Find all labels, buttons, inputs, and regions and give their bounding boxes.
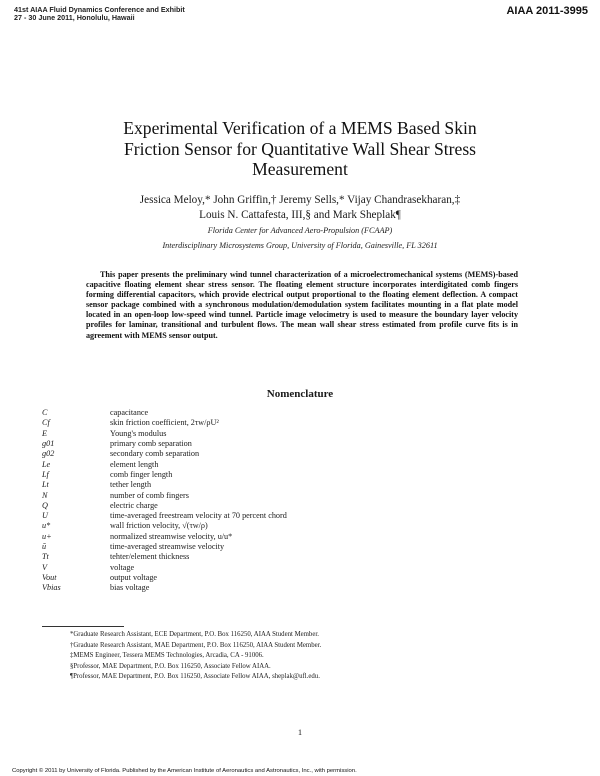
nomenclature-definition: tehter/element thickness	[110, 552, 190, 562]
paper-number: AIAA 2011-3995	[506, 5, 588, 17]
nomenclature-symbol: u*	[42, 521, 51, 531]
nomenclature-symbol: g01	[42, 438, 55, 448]
nomenclature-row	[42, 480, 522, 490]
author-line: Louis N. Cattafesta, III,§ and Mark Sheplak¶	[199, 209, 401, 221]
nomenclature-definition: comb finger length	[110, 469, 173, 479]
nomenclature-row	[42, 583, 522, 593]
nomenclature-symbol: Lt	[42, 480, 49, 490]
page-number: 1	[297, 727, 303, 737]
conference-header	[14, 6, 185, 23]
nomenclature-definition: primary comb separation	[110, 438, 192, 448]
nomenclature-row	[42, 491, 522, 501]
nomenclature-heading: Nomenclature	[266, 388, 334, 400]
nomenclature-symbol: g02	[42, 449, 55, 459]
footnote-rule	[42, 626, 124, 627]
footnotes	[70, 630, 530, 683]
footnote: ‡MEMS Engineer, Tessera MEMS Technologies, Arcadia, CA - 91006.	[70, 652, 264, 660]
nomenclature-row	[42, 511, 522, 521]
nomenclature-definition: capacitance	[110, 408, 149, 417]
footnote: †Graduate Research Assistant, MAE Department, P.O. Box 116250, AIAA Student Member.	[70, 641, 322, 649]
nomenclature-definition: skin friction coefficient, 2τw/ρU²	[110, 418, 219, 428]
nomenclature-symbol: C	[42, 408, 48, 417]
nomenclature-row	[42, 470, 522, 480]
nomenclature-definition: output voltage	[110, 573, 158, 582]
nomenclature-definition: normalized streamwise velocity, u/u*	[110, 531, 233, 541]
affiliation-center: Florida Center for Advanced Aero-Propulsion (FCAAP)	[207, 226, 393, 235]
nomenclature-symbol: Vbias	[42, 583, 61, 593]
nomenclature-definition: tether length	[110, 480, 152, 490]
nomenclature-symbol: U	[42, 511, 48, 521]
nomenclature-row	[42, 552, 522, 562]
nomenclature-row	[42, 573, 522, 583]
nomenclature-symbol: E	[42, 428, 48, 438]
nomenclature-definition: electric charge	[110, 500, 158, 510]
footnote: *Graduate Research Assistant, ECE Department, P.O. Box 116250, AIAA Student Member.	[70, 631, 319, 638]
nomenclature-symbol: Tt	[42, 552, 49, 562]
nomenclature-definition: voltage	[110, 562, 135, 572]
nomenclature-definition: bias voltage	[110, 583, 150, 593]
title-line: Friction Sensor for Quantitative Wall Shear Stress	[123, 138, 477, 159]
nomenclature-row	[42, 449, 522, 459]
nomenclature-row	[42, 542, 522, 552]
footnote: §Professor, MAE Department, P.O. Box 116250, Associate Fellow AIAA.	[70, 662, 271, 670]
nomenclature-row	[42, 439, 522, 449]
nomenclature-symbol: Q	[42, 500, 48, 510]
nomenclature-row	[42, 408, 522, 418]
author-list	[60, 193, 540, 223]
paper-title	[60, 118, 540, 180]
nomenclature-symbol: Vout	[42, 573, 57, 582]
conference-name: 41st AIAA Fluid Dynamics Conference and Exhibit	[14, 5, 185, 14]
nomenclature-definition: secondary comb separation	[110, 449, 200, 459]
nomenclature-row	[42, 429, 522, 439]
nomenclature-symbol: ū	[42, 542, 47, 552]
nomenclature-symbol: V	[42, 562, 48, 572]
nomenclature-definition: element length	[110, 459, 159, 469]
abstract: This paper presents the preliminary wind tunnel characterization of a microelectromechanical systems (MEMS)-based capacitive floating element shear stress sensor. The floating element structure incorporates interdigitated comb fingers forming differential capacitors, which provide electrical output proportional to the floating element deflection. A compact sensor package combined with a synchronous modulation/demodulation system facilitates mounting in a flat plate model located in an open-loop low-speed wind tunnel. Particle image velocimetry is used to measure the boundary layer velocity profiles for laminar, transitional and turbulent flows. The mean wall shear stress estimated from profile curve fits is in agreement with MEMS sensor output.	[86, 270, 518, 340]
nomenclature-row	[42, 501, 522, 511]
nomenclature-definition: Young's modulus	[110, 428, 167, 438]
conference-date-location: 27 - 30 June 2011, Honolulu, Hawaii	[14, 13, 135, 23]
nomenclature-symbol: N	[42, 490, 48, 500]
nomenclature-symbol: u+	[42, 531, 52, 541]
footnote: ¶Professor, MAE Department, P.O. Box 116250, Associate Fellow AIAA, sheplak@ufl.edu.	[70, 673, 320, 681]
nomenclature-row	[42, 521, 522, 531]
nomenclature-definition: time-averaged streamwise velocity	[110, 542, 225, 552]
affiliation-group: Interdisciplinary Microsystems Group, University of Florida, Gainesville, FL 32611	[162, 241, 438, 250]
title-line: Experimental Verification of a MEMS Based Skin	[123, 118, 477, 138]
copyright-notice: Copyright © 2011 by University of Florida. Published by the American Institute of Aeronautics and Astronautics, Inc., with permission.	[12, 768, 357, 774]
nomenclature-row	[42, 563, 522, 573]
nomenclature-definition: number of comb fingers	[110, 490, 189, 500]
nomenclature-definition: time-averaged freestream velocity at 70 percent chord	[110, 511, 287, 521]
nomenclature-row	[42, 418, 522, 428]
nomenclature-symbol: Le	[42, 459, 51, 469]
nomenclature-list	[42, 408, 522, 594]
nomenclature-row	[42, 532, 522, 542]
nomenclature-definition: wall friction velocity, √(τw/ρ)	[110, 521, 208, 531]
title-line: Measurement	[252, 159, 348, 179]
nomenclature-row	[42, 460, 522, 470]
author-line: Jessica Meloy,* John Griffin,† Jeremy Sells,* Vijay Chandrasekharan,‡	[139, 194, 461, 206]
nomenclature-symbol: Cf	[42, 418, 50, 428]
nomenclature-symbol: Lf	[42, 469, 49, 479]
